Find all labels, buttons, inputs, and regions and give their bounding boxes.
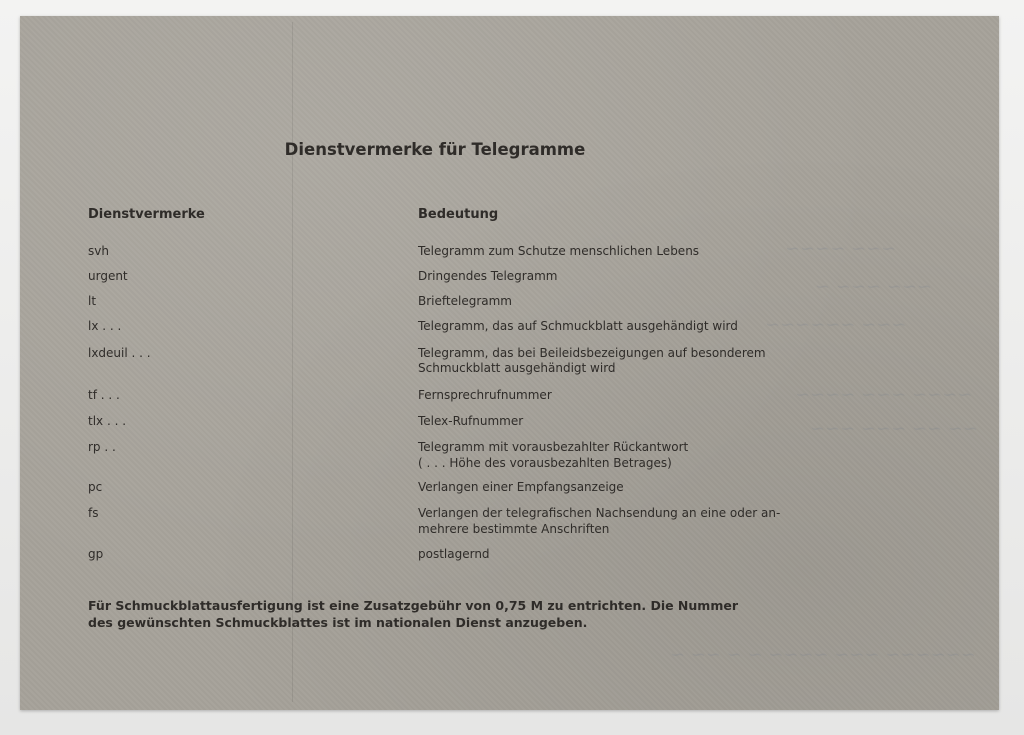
column-header-code: Dienstvermerke xyxy=(88,207,205,222)
code-cell: pc xyxy=(88,480,103,494)
code-cell: lxdeuil . . . xyxy=(88,346,151,360)
meaning-cell: Dringendes Telegramm xyxy=(418,269,558,283)
code-cell: svh xyxy=(88,244,109,258)
code-cell: rp . . xyxy=(88,440,116,454)
meaning-cell: Telegramm, das auf Schmuckblatt ausgehändigt wird xyxy=(418,319,738,333)
show-through-writing: ~~~~~~ ~~~ ~~~~ ~ ~ ~~ ~ xyxy=(670,644,976,665)
code-cell: tlx . . . xyxy=(88,414,127,428)
page-title: Dienstvermerke für Telegramme xyxy=(284,140,586,159)
code-cell: lx . . . xyxy=(88,319,122,333)
show-through-writing: ~~ ~~ ~~~ ~~~ xyxy=(810,418,978,439)
meaning-cell: Verlangen einer Empfangsanzeige xyxy=(418,480,624,494)
column-header-meaning: Bedeutung xyxy=(418,207,499,222)
meaning-cell: postlagernd xyxy=(418,547,490,561)
code-cell: gp xyxy=(88,547,104,561)
meaning-cell-continued: ( . . . Höhe des vorausbezahlten Betrages) xyxy=(418,456,672,470)
meaning-cell: Telegramm mit vorausbezahlter Rückantwort xyxy=(418,440,689,454)
show-through-writing: ~~~ ~~~~ xyxy=(785,238,897,259)
show-through-writing: ~~~~ ~~~ ~~~~ xyxy=(795,384,973,405)
code-cell: lt xyxy=(88,294,97,308)
code-cell: tf . . . xyxy=(88,388,120,402)
show-through-writing: ~~~ ~~~~~~ xyxy=(765,314,907,335)
footnote-line: Für Schmuckblattausfertigung ist eine Zusatzgebühr von 0,75 M zu entrichten. Die Nummer xyxy=(88,598,738,613)
meaning-cell-continued: mehrere bestimmte Anschriften xyxy=(418,522,610,536)
show-through-writing: ~~~ ~~~ ~ xyxy=(815,276,933,297)
code-cell: urgent xyxy=(88,269,128,283)
meaning-cell: Telex-Rufnummer xyxy=(418,414,524,428)
footnote-line: des gewünschten Schmuckblattes ist im nationalen Dienst anzugeben. xyxy=(88,615,588,630)
meaning-cell-continued: Schmuckblatt ausgehändigt wird xyxy=(418,361,616,375)
meaning-cell: Brieftelegramm xyxy=(418,294,512,308)
code-cell: fs xyxy=(88,506,99,520)
meaning-cell: Telegramm zum Schutze menschlichen Lebens xyxy=(418,244,700,258)
meaning-cell: Fernsprechrufnummer xyxy=(418,388,552,402)
meaning-cell: Verlangen der telegrafischen Nachsendung an eine oder an- xyxy=(418,506,781,520)
meaning-cell: Telegramm, das bei Beileidsbezeigungen auf besonderem xyxy=(418,346,766,360)
footnote xyxy=(88,597,788,631)
